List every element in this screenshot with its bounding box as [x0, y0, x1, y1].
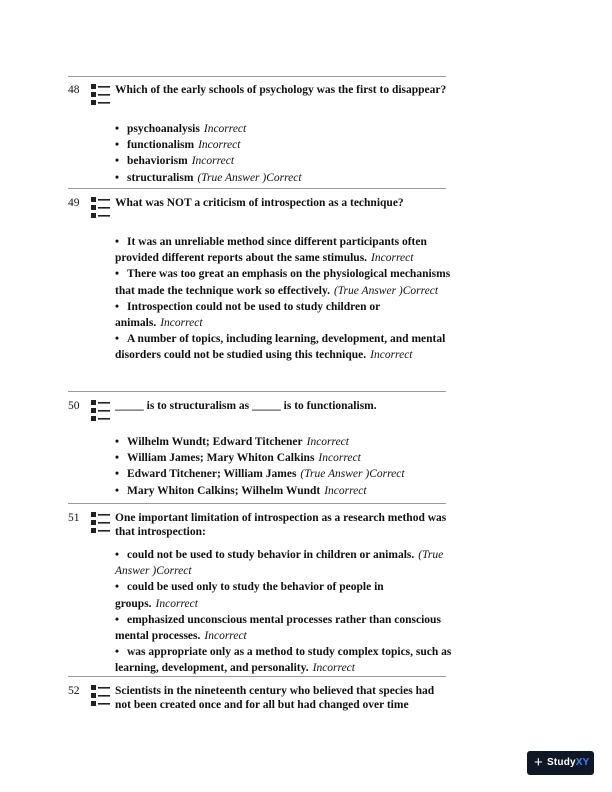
- answer-option[interactable]: • Introspection could not be used to study children or animals. Incorrect: [115, 300, 381, 330]
- question-separator: [68, 391, 446, 392]
- option-result: Incorrect: [155, 597, 198, 610]
- multiple-choice-list-icon: [90, 196, 112, 220]
- answer-options: [115, 547, 455, 677]
- option-result: Incorrect: [160, 317, 203, 330]
- question-number: 49: [68, 197, 80, 209]
- answer-option[interactable]: • Mary Whiton Calkins; Wilhelm Wundt Incorrect: [115, 484, 367, 497]
- option-result: Incorrect: [318, 452, 361, 465]
- option-result: (True Answer )Correct: [197, 171, 302, 184]
- answer-options: [115, 234, 455, 364]
- question-text: Scientists in the nineteenth century who believed that species had not been created once and for all but had changed over time: [115, 685, 435, 711]
- answer-option[interactable]: • It was an unreliable method since different participants often provided different reports about the same stimulus. Incorrect: [115, 236, 427, 265]
- answer-option[interactable]: • was appropriate only as a method to study complex topics, such as learning, development, and personality. Incorrect: [115, 646, 452, 675]
- plus-icon: +: [534, 754, 543, 771]
- multiple-choice-list-icon: [90, 83, 112, 107]
- option-result: (True Answer )Correct: [300, 468, 405, 481]
- option-text: Mary Whiton Calkins; Wilhelm Wundt: [127, 484, 321, 497]
- answer-options: [115, 121, 455, 186]
- option-result: (True Answer )Correct: [115, 549, 444, 578]
- question-text: Which of the early schools of psychology was the first to disappear?: [115, 84, 447, 96]
- answer-option[interactable]: • Edward Titchener; William James (True Answer )Correct: [115, 468, 405, 481]
- answer-option[interactable]: • behaviorism Incorrect: [115, 155, 235, 168]
- multiple-choice-list-icon: [90, 684, 112, 708]
- option-text: could be used only to study the behavior of people in groups.: [115, 581, 384, 610]
- option-result: Incorrect: [203, 123, 247, 135]
- multiple-choice-list-icon: [90, 399, 112, 423]
- question-number: 50: [68, 400, 80, 412]
- multiple-choice-list-icon: [90, 511, 112, 535]
- option-result: Incorrect: [371, 252, 414, 265]
- option-text: structuralism: [127, 171, 194, 184]
- option-text: was appropriate only as a method to study complex topics, such as learning, development, and personality.: [115, 646, 452, 675]
- answer-option[interactable]: • psychoanalysis Incorrect: [115, 123, 247, 135]
- answer-option[interactable]: • emphasized unconscious mental processes rather than conscious mental processes. Incorrect: [115, 613, 441, 643]
- option-text: could not be used to study behavior in children or animals.: [127, 549, 415, 561]
- answer-option[interactable]: • William James; Mary Whiton Calkins Incorrect: [115, 452, 361, 465]
- question-separator: [68, 503, 446, 504]
- option-text: Introspection could not be used to study children or animals.: [115, 300, 381, 330]
- answer-option[interactable]: • functionalism Incorrect: [115, 139, 241, 152]
- answer-option[interactable]: • Wilhelm Wundt; Edward Titchener Incorrect: [115, 436, 349, 448]
- option-result: (True Answer )Correct: [333, 284, 439, 297]
- option-result: Incorrect: [198, 139, 241, 152]
- question-separator: [68, 76, 446, 77]
- question-number: 52: [68, 685, 80, 697]
- option-result: Incorrect: [204, 630, 247, 643]
- answer-option[interactable]: • A number of topics, including learning, development, and mental disorders could not be studied using this technique. Incorrect: [115, 333, 446, 362]
- option-text: Edward Titchener; William James: [127, 468, 297, 481]
- studyxy-logo-badge[interactable]: [527, 751, 594, 775]
- answer-options: [115, 434, 455, 499]
- option-text: There was too great an emphasis on the physiological mechanisms that made the technique work so effectively.: [115, 268, 451, 297]
- question-separator: [68, 188, 446, 189]
- option-result: Incorrect: [191, 155, 235, 168]
- option-result: Incorrect: [306, 436, 349, 448]
- answer-option[interactable]: • There was too great an emphasis on the physiological mechanisms that made the technique work so effectively. (True Answer )Correct: [115, 268, 451, 297]
- option-result: Incorrect: [370, 349, 413, 362]
- question-text: One important limitation of introspection as a research method was that introspection:: [115, 512, 447, 538]
- question-number: 51: [68, 512, 80, 524]
- question-text: _____ is to structuralism as _____ is to functionalism.: [115, 400, 377, 412]
- brand-name: StudyXY: [547, 757, 590, 768]
- question-text: What was NOT a criticism of introspection as a technique?: [115, 197, 404, 209]
- question-number: 48: [68, 84, 80, 96]
- answer-option[interactable]: • structuralism (True Answer )Correct: [115, 171, 302, 184]
- answer-option[interactable]: • could be used only to study the behavior of people in groups. Incorrect: [115, 581, 384, 610]
- option-result: Incorrect: [324, 484, 367, 497]
- option-text: Wilhelm Wundt; Edward Titchener: [127, 436, 303, 448]
- option-text: behaviorism: [127, 155, 188, 168]
- answer-option[interactable]: • could not be used to study behavior in children or animals. (True Answer )Correct: [115, 549, 444, 578]
- option-text: emphasized unconscious mental processes rather than conscious mental processes.: [115, 613, 441, 643]
- option-text: A number of topics, including learning, development, and mental disorders could not be studied using this technique.: [115, 333, 446, 362]
- option-result: Incorrect: [312, 662, 355, 675]
- option-text: functionalism: [127, 139, 195, 152]
- option-text: It was an unreliable method since different participants often provided different reports about the same stimulus.: [115, 236, 427, 265]
- option-text: psychoanalysis: [127, 123, 200, 135]
- option-text: William James; Mary Whiton Calkins: [127, 452, 315, 465]
